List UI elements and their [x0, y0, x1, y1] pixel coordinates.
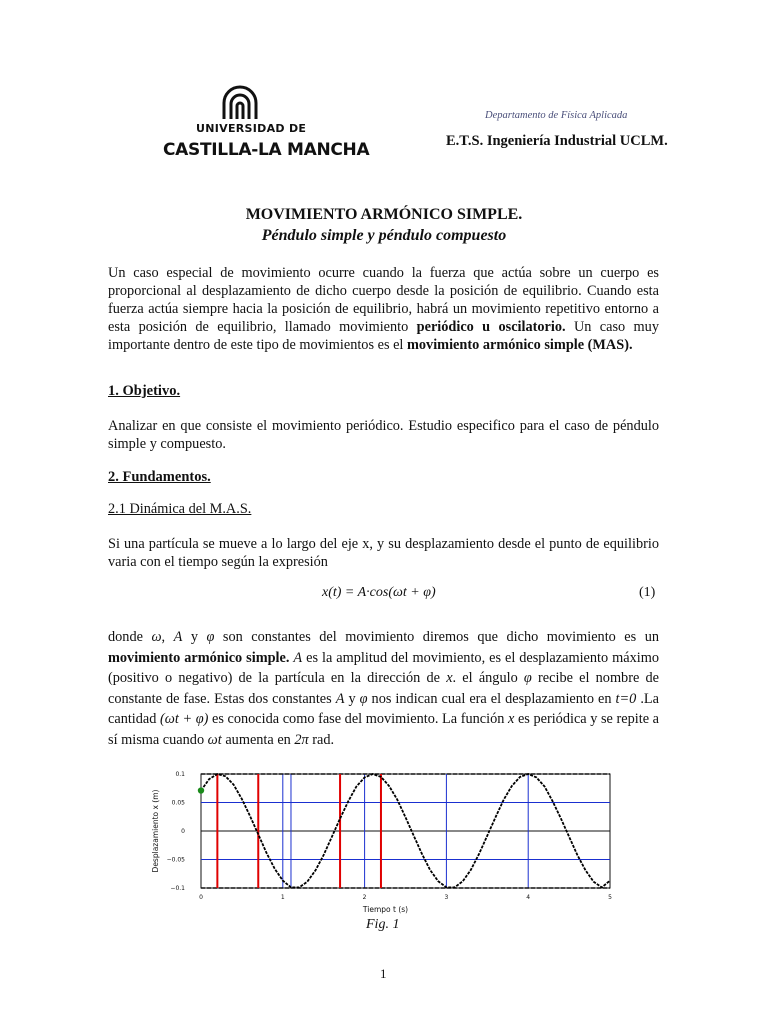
mas-bold-term: movimiento armónico simple.: [108, 649, 290, 666]
document-title: MOVIMIENTO ARMÓNICO SIMPLE.: [245, 206, 523, 223]
y-axis-label: Desplazamiento x (m): [151, 789, 160, 873]
x-tick-label: 3: [444, 894, 449, 901]
initial-position-point: [198, 787, 204, 793]
x-tick-label: 4: [526, 894, 531, 901]
x-tick-label: 0: [199, 894, 203, 901]
intro-bold-term-2: movimiento armónico simple (MAS).: [406, 337, 633, 353]
page-number: 1: [380, 966, 387, 981]
y-tick-label: 0.1: [175, 771, 185, 778]
x-tick-label: 2: [362, 894, 367, 901]
x-axis-label: Tiempo t (s): [362, 905, 409, 914]
y-tick-label: −0.1: [170, 885, 185, 892]
objetivo-paragraph: Analizar en que consiste el movimiento periódico. Estudio especifico para el caso de péndulo simple y compuesto.: [108, 418, 659, 452]
displacement-chart-svg: [148, 762, 618, 920]
equation-number: (1): [639, 585, 656, 600]
y-tick-label: 0.05: [171, 799, 185, 807]
fundamentos-paragraph: Si una partícula se mueve a lo largo del eje x, y su desplazamiento desde el punto de equilibrio varia con el tiempo según la expresión: [108, 536, 659, 570]
logo-text-line2: CASTILLA-LA MANCHA: [163, 140, 370, 160]
university-emblem-icon: [150, 80, 330, 122]
document-subtitle: Péndulo simple y péndulo compuesto: [261, 227, 507, 244]
school-name: E.T.S. Ingeniería Industrial UCLM.: [446, 133, 668, 149]
y-tick-label: 0: [181, 828, 185, 835]
chart-ticks: [167, 771, 612, 901]
intro-text: Un caso especial de movimiento ocurre cuando la fuerza que actúa sobre un cuerpo es proporcional al desplazamiento de dicho cuerpo desde la posición de equilibrio. Cuando esta fuerza actúa siempre hacia la posición de equilibrio, habrá un movimiento repetitivo entorno a esta posición de equilibrio, llamado movimiento: [108, 265, 659, 335]
equation: x(t) = A·cos(ωt + φ): [322, 585, 436, 600]
figure-caption: Fig. 1: [366, 917, 400, 932]
definition-paragraph: donde ω, A y φ son constantes del movimiento diremos que dicho movimiento es un movimiento armónico simple. A es la amplitud del movimiento, es el desplazamiento máximo (positivo o negativo) de la partícula en la dirección de x. el ángulo φ recibe el nombre de constante de fase. Estas dos constantes A y φ nos indican cual era el desplazamiento en t=0 .La cantidad (ωt + φ) es conocida como fase del movimiento. La función x es periódica y se repite a sí misma cuando ωt aumenta en 2π rad.: [108, 629, 659, 748]
intro-text-2: Un caso muy importante dentro de este tipo de movimientos es el: [108, 319, 659, 353]
chart-grid: [201, 774, 610, 888]
y-tick-label: −0.05: [166, 856, 185, 864]
intro-paragraph: [108, 264, 659, 354]
logo-text-line1: UNIVERSIDAD DE: [196, 122, 307, 135]
department-name: Departamento de Física Aplicada: [485, 110, 628, 121]
x-tick-label: 1: [280, 894, 285, 901]
section-heading-fundamentos: 2. Fundamentos.: [108, 469, 211, 485]
displacement-chart: [148, 762, 618, 920]
section-heading-objetivo: 1. Objetivo.: [108, 383, 181, 399]
intro-bold-term: periódico u oscilatorio.: [416, 319, 566, 335]
subsection-heading: 2.1 Dinámica del M.A.S.: [108, 501, 252, 517]
x-tick-label: 5: [608, 894, 612, 901]
